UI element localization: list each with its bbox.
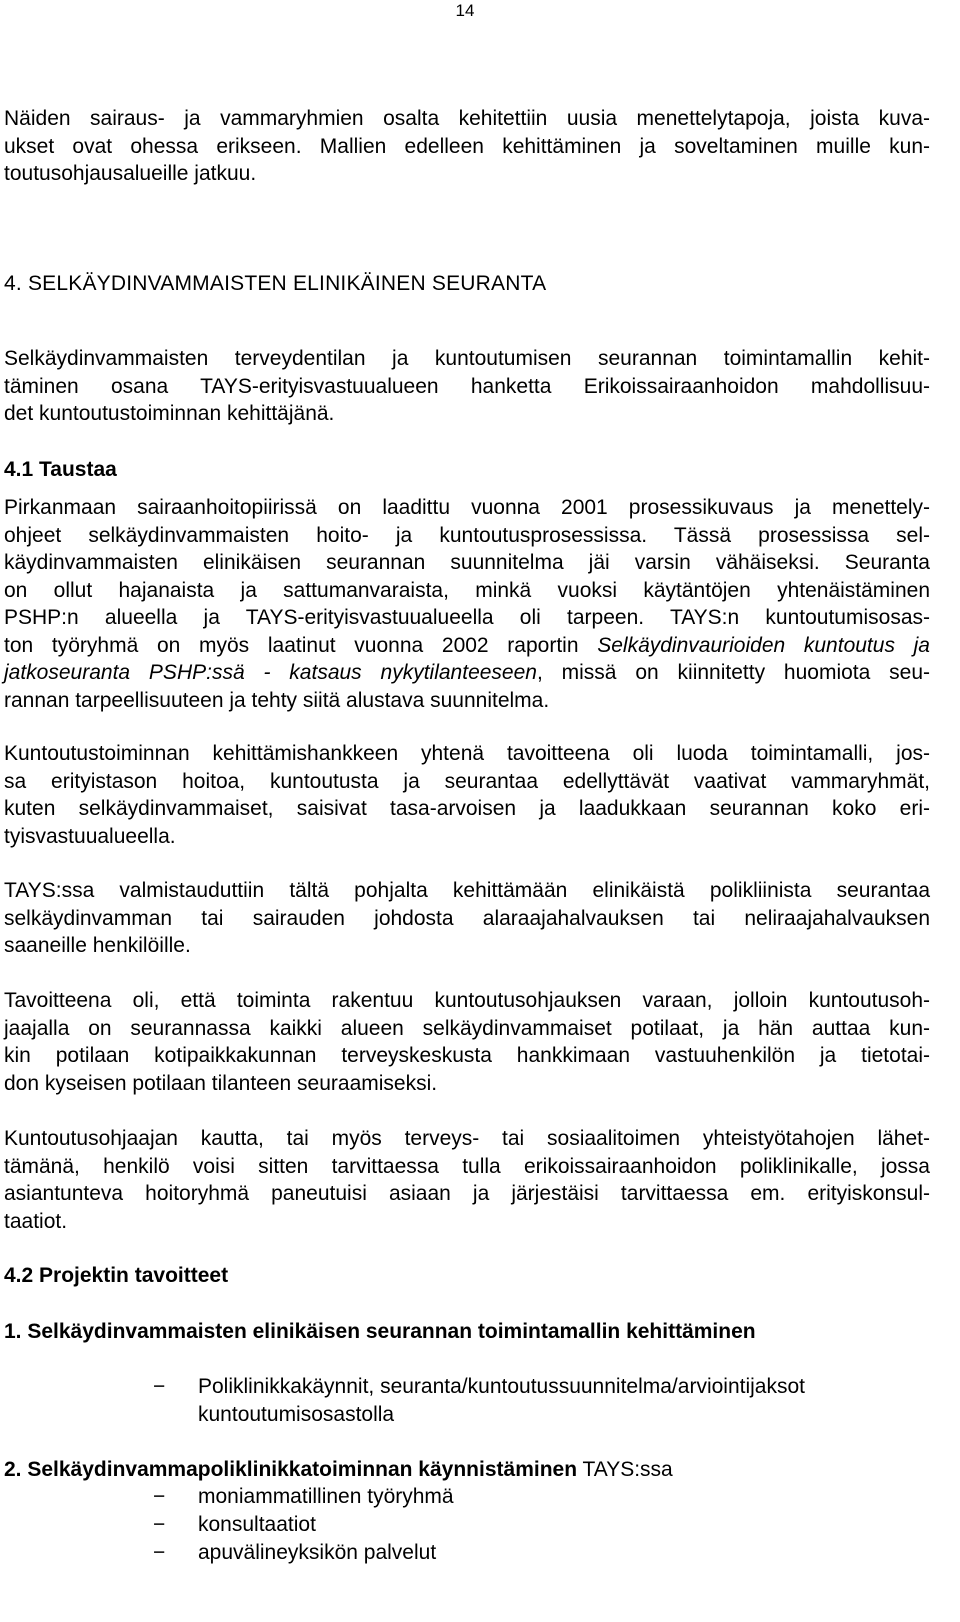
intro-paragraph bbox=[4, 105, 930, 188]
paragraph-line: taatiot. bbox=[4, 1209, 68, 1233]
dash-bullet-icon: − bbox=[153, 1513, 166, 1536]
section-4-intro bbox=[4, 345, 930, 428]
paragraph-line: TAYS:ssa valmistauduttiin tältä pohjalta kehittämään elinikäistä polikliinista seurantaa bbox=[4, 879, 930, 902]
bullet-text: kuntoutumisosastolla bbox=[198, 1403, 395, 1426]
bullet-text: apuvälineyksikön palvelut bbox=[198, 1541, 437, 1564]
report-title: Selkäydinvaurioiden kuntoutus ja bbox=[597, 633, 930, 657]
taustaa-paragraph-2 bbox=[4, 740, 930, 850]
bullet-text: Poliklinikkakäynnit, seuranta/kuntoutussuunnitelma/arviointijaksot bbox=[198, 1375, 805, 1398]
paragraph-line: PSHP:n alueella ja TAYS-erityisvastuualueella oli tarpeen. TAYS:n kuntoutumisosas- bbox=[4, 606, 930, 629]
report-title: jatkoseuranta PSHP:ssä - katsaus nykytilanteeseen bbox=[4, 661, 537, 684]
paragraph-line bbox=[4, 632, 930, 660]
paragraph-line: Pirkanmaan sairaanhoitopiirissä on laadittu vuonna 2001 prosessikuvaus ja menettely- bbox=[4, 496, 930, 519]
bullet-text: moniammatillinen työryhmä bbox=[198, 1485, 454, 1508]
paragraph-line: don kyseisen potilaan tilanteen seuraamiseksi. bbox=[4, 1071, 438, 1095]
paragraph-line: Kuntoutusohjaajan kautta, tai myös terveys- tai sosiaalitoimen yhteistyötahojen lähet- bbox=[4, 1127, 930, 1150]
paragraph-line: jaajalla on seurannassa kaikki alueen selkäydinvammaiset potilaat, ja hän auttaa kun- bbox=[4, 1016, 930, 1040]
taustaa-paragraph-1 bbox=[4, 494, 930, 714]
section-4-heading: 4. SELKÄYDINVAMMAISTEN ELINIKÄINEN SEURANTA bbox=[4, 272, 547, 295]
paragraph-line: rannan tarpeellisuuteen ja tehty siitä alustava suunnitelma. bbox=[4, 688, 550, 712]
paragraph-line: on ollut hajanaista ja sattumanvaraista, minkä vuoksi käytäntöjen yhtenäistäminen bbox=[4, 578, 930, 602]
paragraph-line: Kuntoutustoiminnan kehittämishankkeen yhtenä tavoitteena oli luoda toimintamalli, jos- bbox=[4, 742, 930, 765]
taustaa-paragraph-3 bbox=[4, 877, 930, 960]
taustaa-paragraph-4 bbox=[4, 987, 930, 1097]
goal-1-heading: 1. Selkäydinvammaisten elinikäisen seurannan toimintamallin kehittäminen bbox=[4, 1320, 756, 1343]
goal-2-heading-bold: 2. Selkäydinvammapoliklinikkatoiminnan käynnistäminen bbox=[4, 1458, 578, 1481]
paragraph-line: käydinvammaisten elinikäisen seurannan suunnitelma jäi varsin vähäiseksi. Seuranta bbox=[4, 551, 930, 574]
paragraph-line: ohjeet selkäydinvammaisten hoito- ja kuntoutusprosessissa. Tässä prosessissa sel- bbox=[4, 523, 930, 547]
paragraph-line: Tavoitteena oli, että toiminta rakentuu kuntoutusohjauksen varaan, jolloin kuntoutusoh- bbox=[4, 989, 930, 1012]
paragraph-line: tyisvastuualueella. bbox=[4, 824, 176, 848]
section-4-1-heading: 4.1 Taustaa bbox=[4, 458, 117, 481]
intro-line: toutusohjausalueille jatkuu. bbox=[4, 162, 257, 185]
bullet-text: konsultaatiot bbox=[198, 1513, 316, 1536]
taustaa-paragraph-5 bbox=[4, 1125, 930, 1235]
paragraph-text: , missä on kiinnitetty huomiota seu- bbox=[536, 661, 931, 684]
paragraph-line: saaneille henkilöille. bbox=[4, 934, 191, 957]
paragraph-line: kuten selkäydinvammaiset, saisivat tasa-arvoisen ja laadukkaan seurannan koko eri- bbox=[4, 797, 930, 820]
paragraph-line: kin potilaan kotipaikkakunnan terveyskeskusta hankkimaan vastuuhenkilön ja tietotai- bbox=[4, 1044, 930, 1067]
paragraph-line: asiantunteva hoitoryhmä paneutuisi asiaan ja järjestäisi tarvittaessa em. erityiskonsul- bbox=[4, 1182, 930, 1205]
intro-line: ukset ovat ohessa erikseen. Mallien edelleen kehittäminen ja soveltaminen muille kun- bbox=[4, 134, 930, 158]
paragraph-line: selkäydinvamman tai sairauden johdosta alaraajahalvauksen tai neliraajahalvauksen bbox=[4, 906, 930, 930]
goal-2-heading bbox=[4, 1456, 930, 1484]
goal-2-heading-rest: TAYS:ssa bbox=[577, 1458, 673, 1481]
page-number: 14 bbox=[455, 1, 475, 20]
paragraph-line: tämänä, henkilö voisi sitten tarvittaessa tulla erikoissairaanhoidon poliklinikalle, jossa bbox=[4, 1154, 930, 1178]
section-4-line: Selkäydinvammaisten terveydentilan ja kuntoutumisen seurannan toimintamallin kehit- bbox=[4, 347, 930, 370]
section-4-line: täminen osana TAYS-erityisvastuualueen hanketta Erikoissairaanhoidon mahdollisuu- bbox=[4, 374, 930, 398]
paragraph-line bbox=[4, 659, 930, 687]
dash-bullet-icon: − bbox=[153, 1485, 166, 1508]
paragraph-line: sa erityistason hoitoa, kuntoutusta ja seurantaa edellyttävät vaativat vammaryhmät, bbox=[4, 769, 930, 793]
section-4-2-heading: 4.2 Projektin tavoitteet bbox=[4, 1264, 229, 1287]
paragraph-text: ton työryhmä on myös laatinut vuonna 2002 raportin bbox=[4, 633, 598, 657]
intro-line: Näiden sairaus- ja vammaryhmien osalta kehitettiin uusia menettelytapoja, joista kuva- bbox=[4, 107, 930, 130]
section-4-line: det kuntoutustoiminnan kehittäjänä. bbox=[4, 402, 335, 425]
dash-bullet-icon: − bbox=[153, 1375, 166, 1398]
dash-bullet-icon: − bbox=[153, 1541, 166, 1564]
